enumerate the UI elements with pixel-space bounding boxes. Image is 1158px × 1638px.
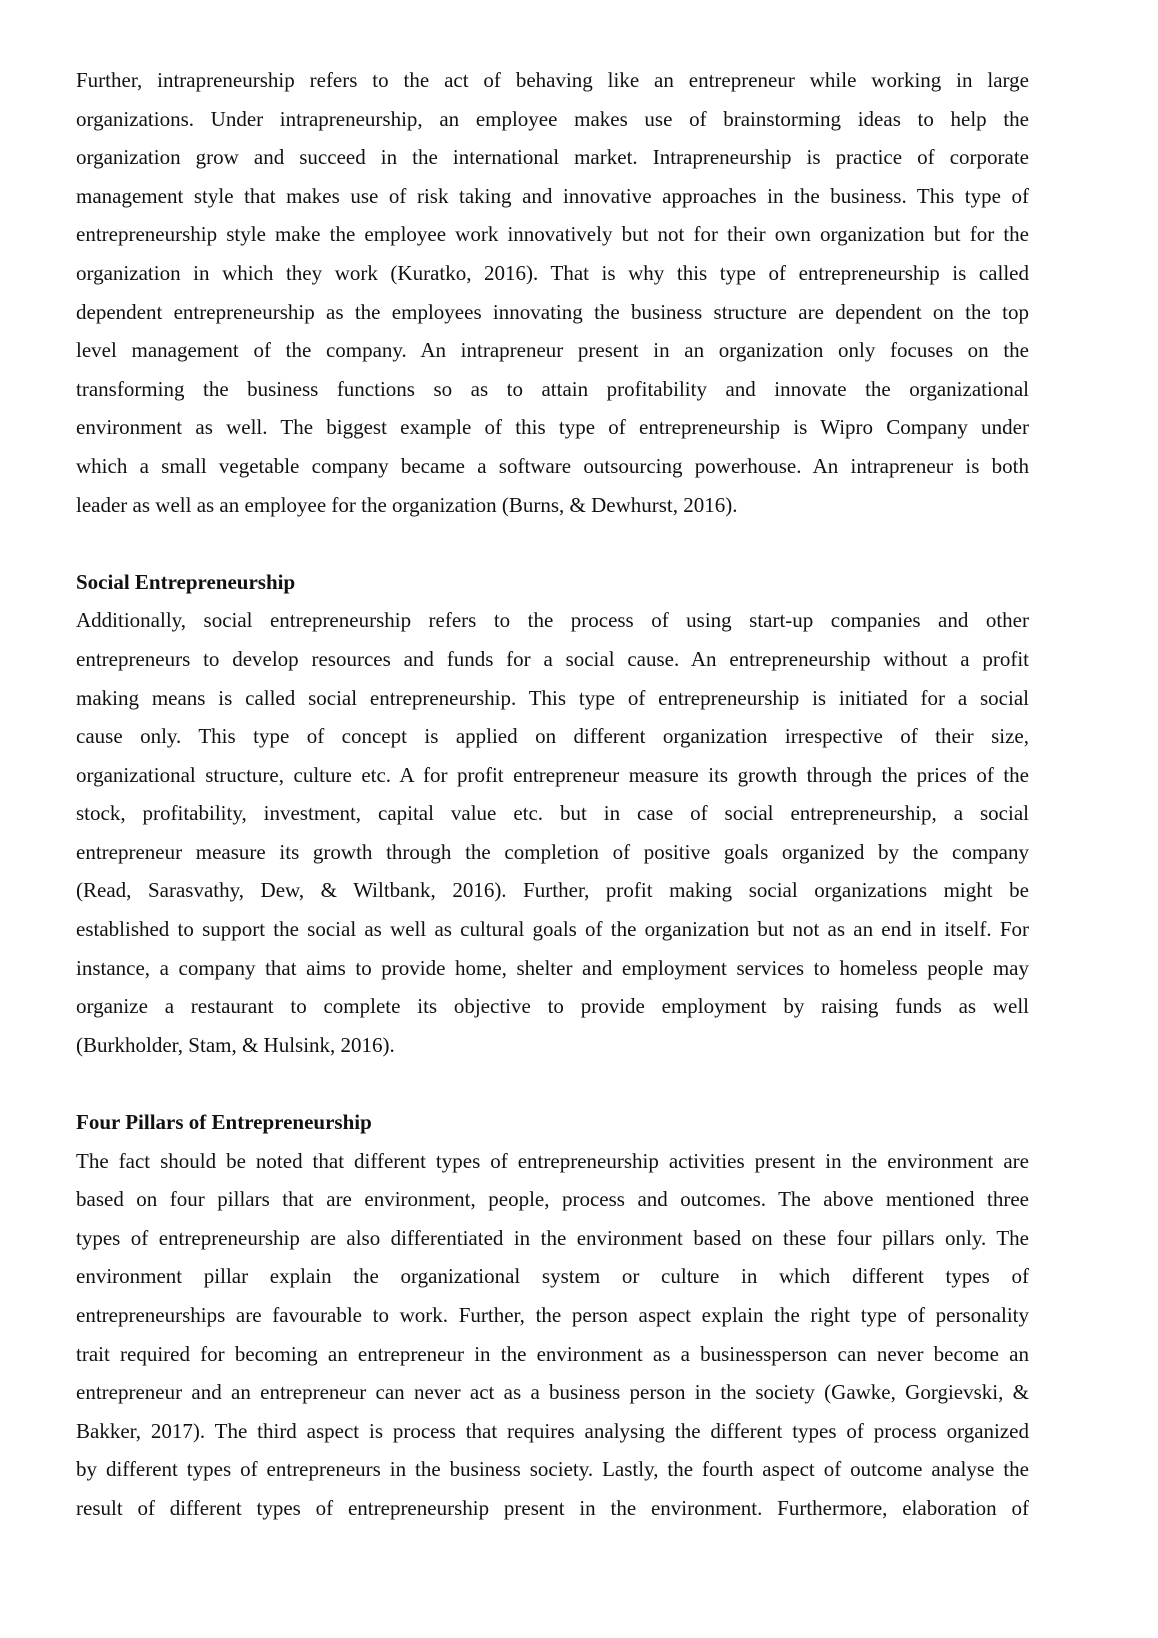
text-line: entrepreneur measure its growth through the completion of positive goals organized by the company <box>76 839 1029 864</box>
text-line: organization grow and succeed in the international market. Intrapreneurship is practice of corporate <box>76 145 1029 170</box>
text-line: environment pillar explain the organizational system or culture in which different types of <box>76 1264 1029 1289</box>
text-line: management style that makes use of risk taking and innovative approaches in the business. This type of <box>76 183 1029 208</box>
text-line: based on four pillars that are environment, people, process and outcomes. The above mentioned three <box>76 1187 1029 1212</box>
text-line: which a small vegetable company became a software outsourcing powerhouse. An intrapreneur is both <box>76 453 1029 478</box>
paragraph <box>76 1142 1029 1528</box>
text-line: level management of the company. An intrapreneur present in an organization only focuses on the <box>76 338 1029 363</box>
text-line: organizations. Under intrapreneurship, an employee makes use of brainstorming ideas to help the <box>76 106 1029 131</box>
text-line: leader as well as an employee for the organization (Burns, & Dewhurst, 2016). <box>76 492 738 517</box>
document-page <box>76 61 1029 1528</box>
text-line: entrepreneurs to develop resources and funds for a social cause. An entrepreneurship without a profit <box>76 646 1029 671</box>
section-heading: Social Entrepreneurship <box>76 569 296 594</box>
text-line: (Read, Sarasvathy, Dew, & Wiltbank, 2016). Further, profit making social organizations might be <box>76 878 1029 903</box>
text-line: entrepreneur and an entrepreneur can never act as a business person in the society (Gawke, Gorgievski, & <box>76 1380 1029 1405</box>
text-line: organization in which they work (Kuratko, 2016). That is why this type of entrepreneurship is called <box>76 260 1029 285</box>
text-line: environment as well. The biggest example of this type of entrepreneurship is Wipro Company under <box>76 415 1029 440</box>
text-line: instance, a company that aims to provide home, shelter and employment services to homeless people may <box>76 955 1029 980</box>
text-line: entrepreneurship style make the employee work innovatively but not for their own organization but for the <box>76 222 1029 247</box>
text-line: by different types of entrepreneurs in the business society. Lastly, the fourth aspect of outcome analyse the <box>76 1457 1029 1482</box>
text-line: cause only. This type of concept is applied on different organization irrespective of their size, <box>76 724 1029 749</box>
text-line: types of entrepreneurship are also differentiated in the environment based on these four pillars only. The <box>76 1225 1029 1250</box>
paragraph-gap <box>76 1064 1029 1103</box>
text-line: organizational structure, culture etc. A for profit entrepreneur measure its growth through the prices of the <box>76 762 1029 787</box>
text-line: result of different types of entrepreneurship present in the environment. Furthermore, elaboration of <box>76 1495 1029 1520</box>
text-line: making means is called social entrepreneurship. This type of entrepreneurship is initiated for a social <box>76 685 1029 710</box>
text-line: transforming the business functions so as to attain profitability and innovate the organizational <box>76 376 1029 401</box>
text-line: (Burkholder, Stam, & Hulsink, 2016). <box>76 1032 395 1057</box>
text-line: Bakker, 2017). The third aspect is process that requires analysing the different types of process organized <box>76 1418 1029 1443</box>
section-heading: Four Pillars of Entrepreneurship <box>76 1110 372 1135</box>
text-line: trait required for becoming an entrepreneur in the environment as a businessperson can never become an <box>76 1341 1029 1366</box>
text-line: Additionally, social entrepreneurship refers to the process of using start-up companies and other <box>76 608 1029 633</box>
paragraph <box>76 601 1029 1064</box>
text-line: entrepreneurships are favourable to work. Further, the person aspect explain the right type of personality <box>76 1303 1029 1327</box>
text-line: Further, intrapreneurship refers to the act of behaving like an entrepreneur while working in large <box>76 68 1029 92</box>
paragraph <box>76 61 1029 524</box>
text-line: dependent entrepreneurship as the employees innovating the business structure are dependent on the top <box>76 299 1029 324</box>
paragraph-gap <box>76 524 1029 563</box>
text-line: organize a restaurant to complete its objective to provide employment by raising funds as well <box>76 994 1029 1019</box>
text-line: The fact should be noted that different types of entrepreneurship activities present in the environment are <box>76 1148 1029 1173</box>
text-line: established to support the social as well as cultural goals of the organization but not as an end in itself. For <box>76 917 1029 942</box>
text-line: stock, profitability, investment, capital value etc. but in case of social entrepreneurship, a social <box>76 801 1029 826</box>
